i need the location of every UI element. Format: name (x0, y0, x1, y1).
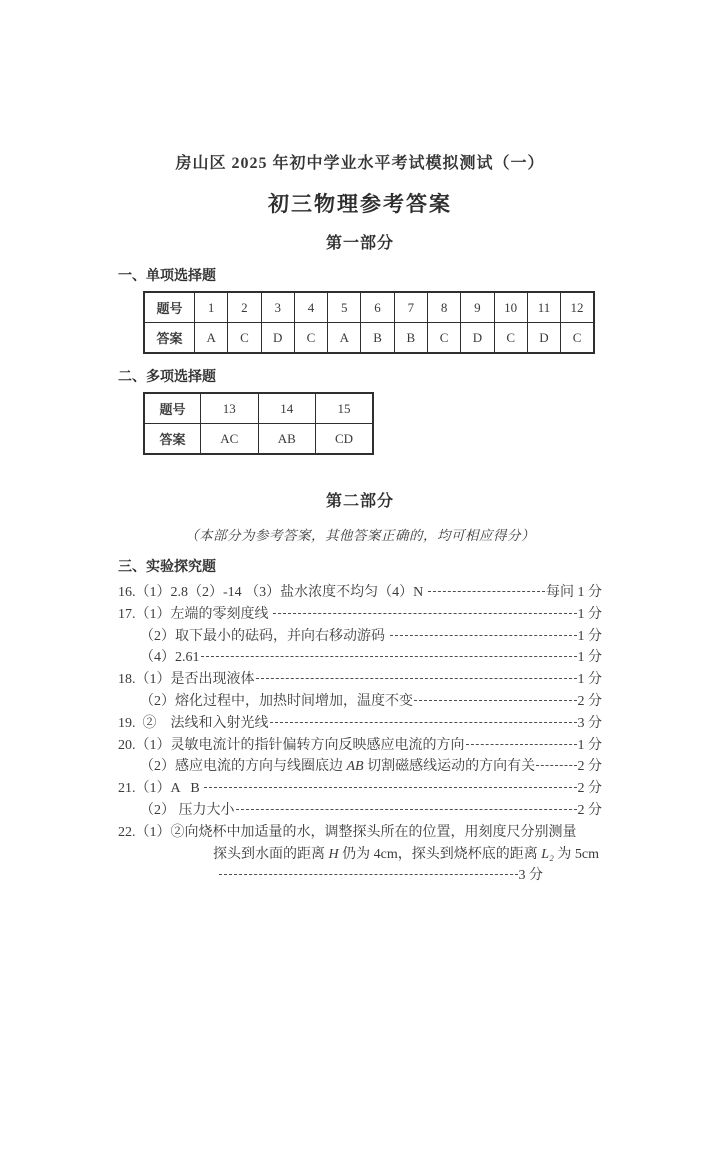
answer-text-pre: （2）感应电流的方向与线圈底边 (140, 759, 347, 775)
answer-value: A (195, 323, 228, 354)
answer-line-17-2 (118, 626, 602, 648)
question-number: 5 (328, 292, 361, 323)
row-label-number: 题号 (144, 393, 201, 424)
single-choice-answer-table (143, 291, 595, 354)
part2-note: （本部分为参考答案，其他答案正确的，均可相应得分） (185, 528, 535, 543)
answer-text-post: 切割磁感线运动的方向有关 (363, 759, 536, 775)
answer-line-16 (118, 582, 602, 604)
answer-text: 21.（1）A B (118, 781, 204, 797)
dash-leader (204, 787, 576, 788)
answer-text-pre: 探头到水面的距离 (213, 846, 329, 862)
answer-value: CD (316, 424, 374, 455)
answer-line-22-score (118, 865, 543, 887)
experiment-answers (118, 582, 602, 887)
answer-line-20-1 (118, 735, 602, 757)
dash-leader (414, 700, 577, 701)
part1-heading: 第一部分 (325, 235, 394, 252)
multi-choice-answer-table (143, 392, 374, 455)
answer-text: （2） 压力大小 (140, 802, 235, 818)
row-label-number: 题号 (144, 292, 195, 323)
question-number: 10 (494, 292, 527, 323)
question-number: 14 (258, 393, 316, 424)
answer-text: （2）取下最小的砝码，并向右移动游码 (140, 628, 389, 644)
answer-line-22-2 (118, 844, 602, 866)
answer-score: 1 分 (577, 628, 602, 644)
answer-score: 2 分 (577, 693, 602, 709)
answer-value: B (361, 323, 394, 354)
answer-text-mid: 仍为 4cm，探头到烧杯底的距离 (338, 846, 542, 862)
answer-value: D (261, 323, 294, 354)
dash-leader (428, 591, 545, 592)
dash-leader (390, 635, 577, 636)
answer-value: D (527, 323, 560, 354)
answer-value: C (494, 323, 527, 354)
answer-value: C (228, 323, 261, 354)
dash-leader (273, 613, 577, 614)
question-number: 6 (361, 292, 394, 323)
answer-line-18-1 (118, 669, 602, 691)
section-experiment-heading: 三、实验探究题 (118, 558, 216, 574)
answer-value: B (394, 323, 427, 354)
question-number: 15 (316, 393, 374, 424)
answer-key-title: 初三物理参考答案 (268, 193, 452, 216)
document-page (0, 150, 724, 1174)
answer-value: AB (258, 424, 316, 455)
answer-text: 19. ② 法线和入射光线 (118, 715, 269, 731)
table-row-answers (144, 424, 373, 455)
question-number: 4 (294, 292, 327, 323)
answer-text: 16.（1）2.8（2）-14 （3）盐水浓度不均匀（4）N (118, 585, 427, 600)
answer-text: 18.（1）是否出现液体 (118, 672, 255, 688)
answer-line-17-1 (118, 604, 602, 626)
answer-text-post: 为 5cm (553, 846, 599, 862)
dash-leader (466, 744, 577, 745)
answer-line-17-4 (118, 647, 602, 669)
question-number: 8 (427, 292, 460, 323)
table-row-numbers (144, 292, 594, 323)
answer-value: A (328, 323, 361, 354)
answer-line-20-2 (118, 756, 602, 778)
question-number: 9 (461, 292, 494, 323)
question-number: 12 (561, 292, 594, 323)
dash-leader (536, 765, 576, 766)
answer-score: 3 分 (518, 868, 543, 884)
dash-leader (270, 722, 577, 723)
answer-text: 17.（1）左端的零刻度线 (118, 606, 272, 622)
exam-title: 房山区 2025 年初中学业水平考试模拟测试（一） (175, 155, 545, 172)
answer-value: C (294, 323, 327, 354)
variable-AB: AB (346, 759, 364, 775)
answer-score: 1 分 (577, 737, 602, 753)
dash-leader (219, 874, 518, 875)
row-label-answer: 答案 (144, 323, 195, 354)
answer-text: 20.（1）灵敏电流计的指针偏转方向反映感应电流的方向 (118, 737, 465, 753)
answer-value: D (461, 323, 494, 354)
dash-leader (236, 809, 577, 810)
dash-leader (256, 678, 577, 679)
question-number: 13 (201, 393, 259, 424)
variable-H: H (328, 846, 339, 862)
answer-score: 1 分 (577, 672, 602, 688)
answer-line-19 (118, 713, 602, 735)
answer-value: C (561, 323, 594, 354)
answer-text: 22.（1）②向烧杯中加适量的水，调整探头所在的位置，用刻度尺分别测量 (118, 824, 577, 840)
answer-value: AC (201, 424, 259, 455)
answer-score: 每问 1 分 (546, 585, 602, 600)
answer-line-22-1 (118, 822, 602, 844)
answer-score: 1 分 (577, 650, 602, 666)
section-multi-choice-heading: 二、多项选择题 (118, 368, 216, 384)
answer-line-21-2 (118, 800, 602, 822)
answer-score: 1 分 (577, 606, 602, 622)
answer-score: 2 分 (577, 781, 602, 797)
part2-heading: 第二部分 (325, 493, 394, 510)
answer-text: （2）熔化过程中，加热时间增加，温度不变 (140, 693, 413, 709)
row-label-answer: 答案 (144, 424, 201, 455)
question-number: 3 (261, 292, 294, 323)
answer-value: C (427, 323, 460, 354)
answer-score: 2 分 (577, 759, 602, 775)
answer-line-21-1 (118, 778, 602, 800)
question-number: 2 (228, 292, 261, 323)
question-number: 7 (394, 292, 427, 323)
question-number: 11 (527, 292, 560, 323)
table-row-answers (144, 323, 594, 354)
dash-leader (201, 656, 577, 657)
answer-text (140, 756, 535, 778)
question-number: 1 (195, 292, 228, 323)
section-single-choice-heading: 一、单项选择题 (118, 267, 216, 283)
variable-L2: L₂ (541, 846, 554, 862)
answer-text (213, 844, 599, 866)
answer-text: （4）2.61 (140, 650, 200, 666)
table-row-numbers (144, 393, 373, 424)
answer-score: 3 分 (577, 715, 602, 731)
answer-score: 2 分 (577, 802, 602, 818)
answer-line-18-2 (118, 691, 602, 713)
